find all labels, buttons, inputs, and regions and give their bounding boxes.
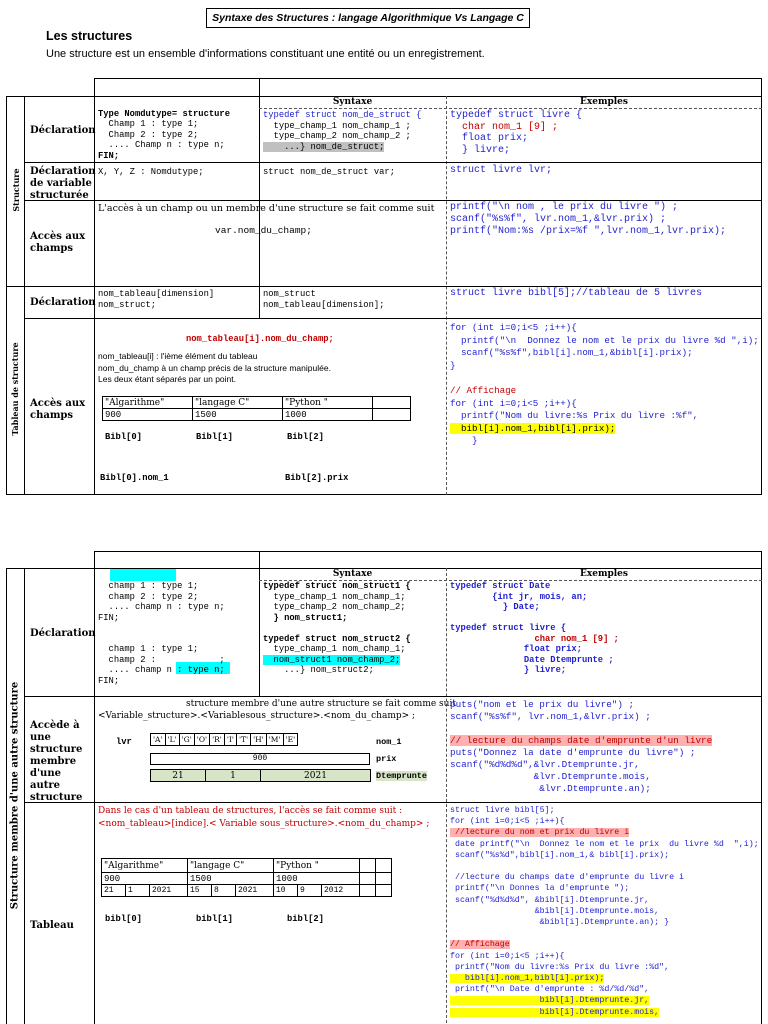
- letter-cell: 'H': [251, 734, 267, 746]
- letter-cell: 'G': [179, 734, 194, 746]
- header-exemples: Exemples: [580, 97, 628, 107]
- c-tab-decl: nom_struct nom_tableau[dimension];: [263, 289, 385, 310]
- table2-topbar: [94, 551, 762, 568]
- array-title-cell: "Algarithme": [103, 397, 193, 409]
- tab-title-cell: "Algarithme": [102, 859, 188, 873]
- tab-text1: Dans le cas d'un tableau de structures, l'accès se fait comme suit :: [98, 806, 403, 816]
- example-tab-decl: struct livre bibl[5];//tableau de 5 livres: [450, 288, 703, 299]
- highlight-struct-name: [110, 569, 176, 581]
- field-labels: nom_1 prix Dtemprunte: [376, 734, 427, 785]
- example-acces: printf("\n nom , le prix du livre ") ; scanf("%s%f", lvr.nom_1,&lvr.prix) ; printf("Nom:%s /prix=%f ",lvr.nom_1,lvr.prix);: [450, 202, 727, 237]
- lvr-price: 900: [150, 753, 370, 765]
- acces-membre-text2: <Variable_structure>.<Variablesous_structure>.<nom_du_champ> ;: [98, 711, 416, 721]
- date-cell: 21: [151, 770, 206, 782]
- header-syntaxe-2: Syntaxe: [332, 569, 373, 579]
- label-tableau: Tableau: [30, 920, 74, 931]
- example-acces-tableau: for (int i=0;i<5 ;i++){ printf("\n Donnez le nom et le prix du livre %d ",i); scanf("%s%f",bibl[i].nom_1,&bibl[i].prix); } // Affichage for (int i=0;i<5 ;i++){ printf("Nom du livre:%s Prix du livre :%f", bibl[i].nom_1,bibl[i].prix); }: [450, 322, 759, 447]
- example-var: struct livre lvr;: [450, 165, 553, 176]
- algo-declaration: Type Nomdutype= structure Champ 1 : type 1; Champ 2 : type 2; .... Champ n : type n; FIN;: [98, 108, 230, 161]
- tab-date-cell: 10: [274, 885, 298, 897]
- algo-tab-decl: nom_tableau[dimension] nom_struct;: [98, 289, 215, 310]
- example-tableau: struct livre bibl[5]; for (int i=0;i<5 ;i++){ //lecture du nom et prix du livre i date printf("\n Donnez le nom et le prix du livre %d ",i); scanf("%s%d",bibl[i].nom_1,& bibl[i].prix); //lecture du champs date d'emprunte du livre i printf("\n Donnes la d'emprunte "); scanf("%d%d%d", &bibl[i].Dtemprunte.jr, &bibl[i].Dtemprunte.mois, &bibl[i].Dtemprunte.an); } // Affichage for (int i=0;i<5 ;i++){ printf("Nom du livre:%s Prix du livre :%d", bibl[i].nom_1,bibl[i].prix); printf("\n Date d'emprunte : %d/%d/%d", bibl[i].Dtemprunte.jr, bibl[i].Dtemprunte.mois,: [450, 806, 759, 1017]
- tab-date-cell: 2012: [322, 885, 360, 897]
- label-acces-membre: Accède à une structure membre d'une autre structure: [30, 720, 83, 803]
- example-decl-2: typedef struct Date {int jr, mois, an; } Date; typedef struct livre { char nom_1 [9] ; float prix; Date Dtemprunte ; } livre;: [450, 581, 619, 675]
- array-index-2: Bibl[2]: [287, 432, 324, 442]
- side-label-tableau: Tableau de structure: [10, 342, 20, 436]
- lvr-label: lvr: [116, 737, 132, 747]
- array-index-0: Bibl[0]: [105, 432, 142, 442]
- acces-syntax: var.nom_du_champ;: [215, 225, 312, 236]
- letter-cell: 'O': [194, 734, 209, 746]
- date-cell: 2021: [261, 770, 371, 782]
- lvr-letters: [150, 733, 298, 746]
- bibl-array: [102, 396, 411, 421]
- tab-date-cell: 21: [102, 885, 126, 897]
- example-acces-membre: puts("nom et le prix du livre") ; scanf("%s%f", lvr.nom_1,&lvr.prix) ; // lecture du champs date d'emprunte d'un livre puts("Donnez la date d'emprunte du livre") ; scanf("%d%d%d",&lvr.Dtemprunte.jr, &lvr.Dtemprunte.mois, &lvr.Dtemprunte.an);: [450, 699, 713, 794]
- array-title-cell: "Python ": [283, 397, 373, 409]
- array-foot-2: Bibl[2].prix: [285, 473, 349, 483]
- tab-date-cell: 2021: [150, 885, 188, 897]
- tab-price-cell: 1500: [188, 873, 274, 885]
- header-exemples-2: Exemples: [580, 569, 628, 579]
- algo-decl-2: champ 1 : type 1; champ 2 : type 2; .... champ n : type n; FIN; champ 1 : type 1; champ 2 : ; .... champ n : type n; FIN;: [98, 581, 225, 686]
- letter-cell: 'R': [210, 734, 225, 746]
- c-var: struct nom_de_struct var;: [263, 167, 395, 177]
- array-price-cell: 1500: [193, 409, 283, 421]
- c-decl-2: typedef struct nom_struct1 { type_champ_1 nom_champ_1; type_champ_2 nom_champ_2; } nom_struct1; typedef struct nom_struct2 { type_champ_1 nom_champ_1; nom_struct1 nom_champ_2; ...} nom_struct2;: [263, 581, 411, 675]
- letter-cell: 'A': [151, 734, 166, 746]
- tab-date-cell: 9: [298, 885, 322, 897]
- tab-title-cell: "Python ": [274, 859, 360, 873]
- tab-date-cell: 1: [126, 885, 150, 897]
- array-price-cell: 900: [103, 409, 193, 421]
- array-price-cell: 1000: [283, 409, 373, 421]
- lvr-date: [150, 769, 371, 782]
- letter-cell: 'I': [224, 734, 236, 746]
- tab-date-cell: 8: [212, 885, 236, 897]
- tab-date-cell: 15: [188, 885, 212, 897]
- tab-price-cell: 1000: [274, 873, 360, 885]
- label-declaration-tableau: Déclaration: [30, 297, 96, 308]
- tab-price-cell: 900: [102, 873, 188, 885]
- label-acces-tableau: Accès aux champs: [30, 398, 86, 421]
- tab-date-cell: 2021: [236, 885, 274, 897]
- letter-cell: 'L': [165, 734, 179, 746]
- example-declaration: typedef struct livre { char nom_1 [9] ; float prix; } livre;: [450, 110, 583, 156]
- label-declaration: Déclaration: [30, 125, 96, 136]
- acces2-syntax: nom_tableau[i].nom_du_champ;: [186, 334, 334, 344]
- tab-index-1: bibl[1]: [196, 914, 233, 924]
- page-title: Syntaxe des Structures : langage Algorithmique Vs Langage C: [206, 8, 530, 28]
- letter-cell: 'M': [266, 734, 283, 746]
- label-declaration-2: Déclaration: [30, 628, 96, 639]
- table1-topbar: [94, 78, 762, 96]
- letter-cell: 'E': [283, 734, 298, 746]
- tab-title-cell: "langage C": [188, 859, 274, 873]
- acces-text: L'accès à un champ ou un membre d'une structure se fait comme suit: [98, 203, 435, 214]
- header-syntaxe: Syntaxe: [332, 97, 373, 107]
- tab-text2: <nom_tableau>[indice].< Variable sous_structure>.<nom_du_champ> ;: [98, 819, 430, 829]
- acces-membre-text1: structure membre d'une autre structure se fait comme suit: [186, 699, 456, 709]
- date-cell: 1: [206, 770, 261, 782]
- side-label-structure: Structure: [11, 168, 21, 212]
- label-declaration-variable: Déclaration de variable structurée: [30, 166, 96, 201]
- c-declaration: typedef struct nom_de_struct { type_champ_1 nom_champ_1 ; type_champ_2 nom_champ_2 ; ...} nom_de_struct;: [263, 110, 422, 152]
- letter-cell: 'T': [236, 734, 250, 746]
- array-index-1: Bibl[1]: [196, 432, 233, 442]
- array-foot-1: Bibl[0].nom_1: [100, 473, 169, 483]
- bibl-nested-array: [101, 858, 392, 897]
- section-heading: Les structures: [46, 29, 133, 43]
- algo-var: X, Y, Z : Nomdutype;: [98, 167, 204, 177]
- label-acces: Accès aux champs: [30, 231, 86, 254]
- tab-index-0: bibl[0]: [105, 914, 142, 924]
- side-label-membre: Structure membre d'une autre structure: [9, 681, 21, 910]
- acces2-text: nom_tableau[i] : l'ième élément du tableau nom_du_champ à un champ précis de la structure manipulée. Les deux étant séparés par un point.: [98, 351, 331, 384]
- array-title-cell: "langage C": [193, 397, 283, 409]
- intro-text: Une structure est un ensemble d'informations constituant une entité ou un enregistrement.: [46, 48, 485, 60]
- tab-index-2: bibl[2]: [287, 914, 324, 924]
